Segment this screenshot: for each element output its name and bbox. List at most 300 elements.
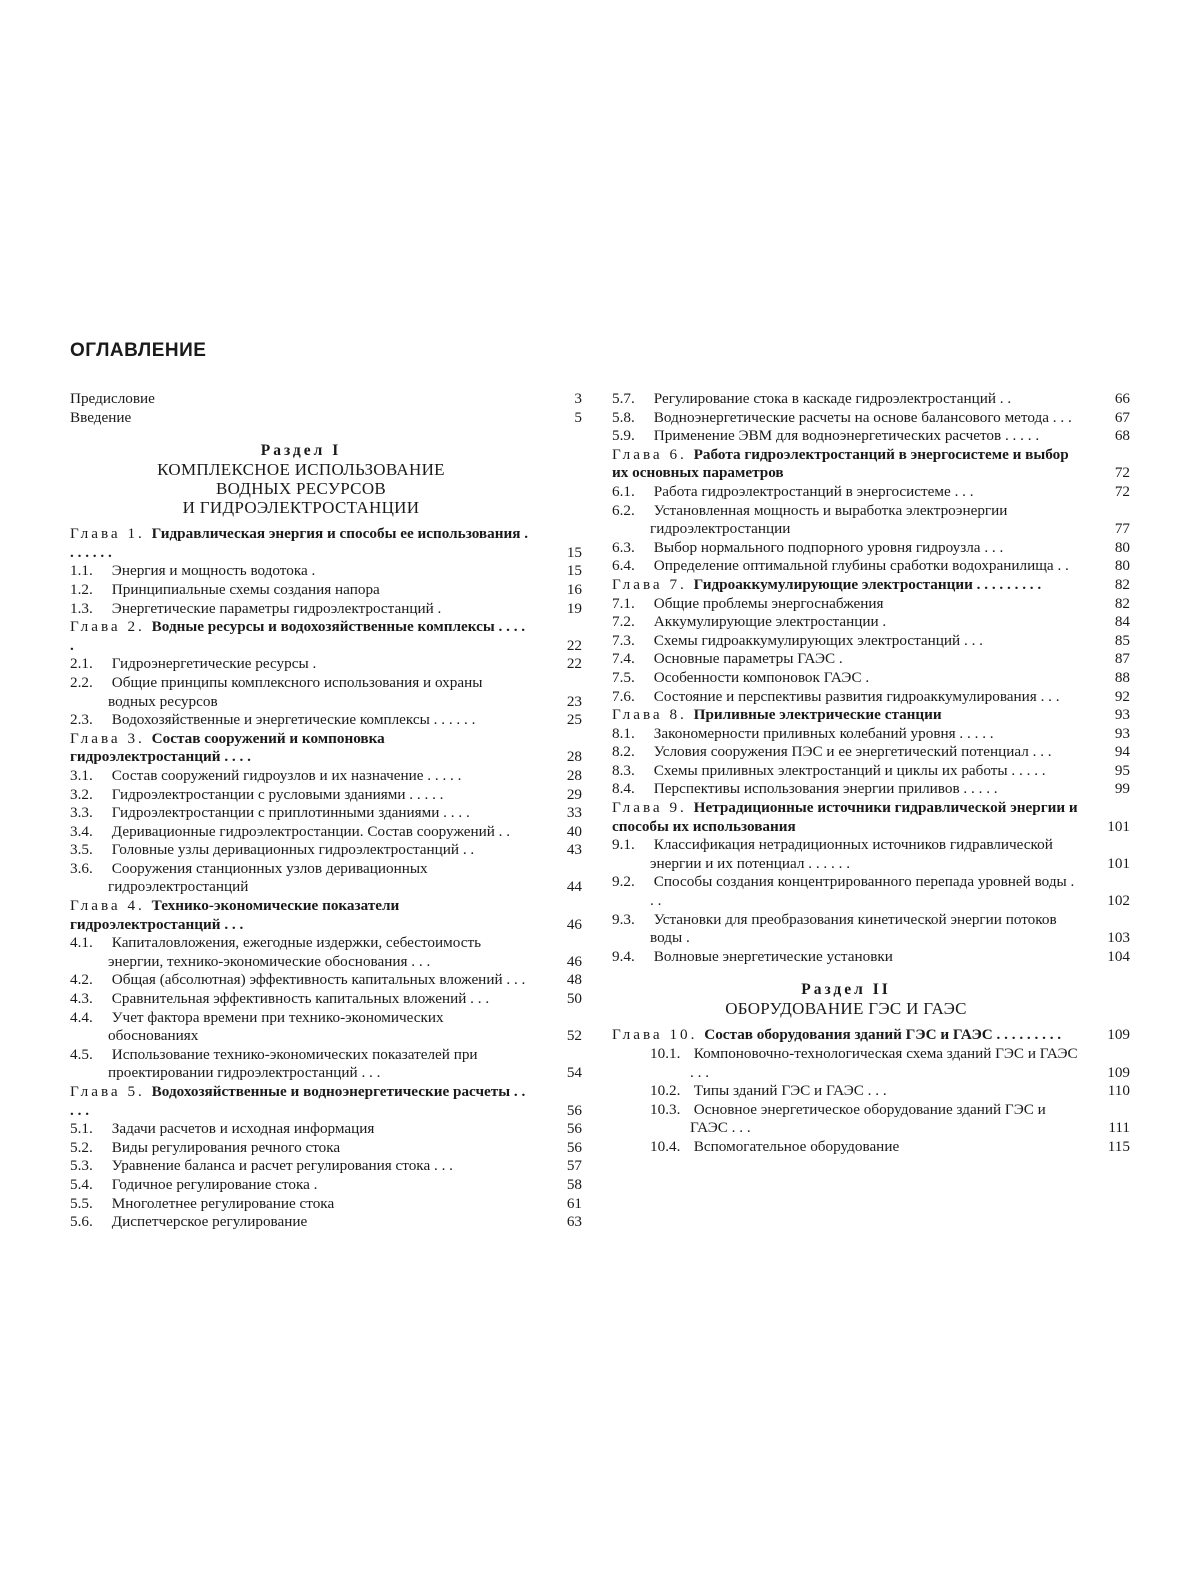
section-title: Типы зданий ГЭС и ГАЭС . . . bbox=[690, 1082, 887, 1100]
toc-entry-text bbox=[612, 1045, 1080, 1082]
page-number: 48 bbox=[566, 971, 582, 989]
toc-section bbox=[70, 1195, 582, 1214]
page-number: 101 bbox=[1107, 817, 1130, 835]
section-number: 1.1. bbox=[70, 562, 93, 580]
toc-entry bbox=[70, 409, 582, 428]
chapter-prefix: Глава 9. bbox=[612, 799, 694, 817]
toc-section bbox=[612, 390, 1130, 409]
section-number: 9.4. bbox=[612, 947, 635, 965]
toc-chapter bbox=[612, 576, 1130, 595]
toc-section bbox=[612, 780, 1130, 799]
page-number: 99 bbox=[1114, 780, 1130, 798]
section-title: Диспетчерское регулирование bbox=[108, 1213, 308, 1231]
toc-entry-text bbox=[70, 934, 532, 971]
toc-section bbox=[612, 1138, 1130, 1157]
section-title: Способы создания концентрированного перепада уровней воды . . . bbox=[650, 873, 1075, 910]
toc-section bbox=[612, 632, 1130, 651]
section-title: Установленная мощность и выработка электроэнергии гидроэлектростанции bbox=[650, 501, 1008, 538]
toc-entry-text: Введение bbox=[70, 408, 132, 426]
toc-chapter bbox=[612, 706, 1130, 725]
part-heading bbox=[70, 441, 532, 517]
toc-entry-text bbox=[70, 897, 532, 934]
toc-entry-text bbox=[70, 860, 532, 897]
toc-section bbox=[612, 688, 1130, 707]
toc-entry-text bbox=[70, 1176, 532, 1195]
section-number: 3.2. bbox=[70, 785, 93, 803]
toc-entry-text bbox=[70, 618, 532, 655]
section-number: 2.1. bbox=[70, 655, 93, 673]
section-title: Гидроэнергетические ресурсы . bbox=[108, 655, 317, 673]
section-title: Принципиальные схемы создания напора bbox=[108, 580, 380, 598]
toc-entry-text bbox=[70, 1046, 532, 1083]
section-title: Схемы гидроаккумулирующих электростанций . . . bbox=[650, 631, 983, 649]
toc-entry-text bbox=[70, 711, 532, 730]
page-number: 5 bbox=[574, 408, 582, 426]
toc-entry-text bbox=[70, 1083, 532, 1120]
chapter-title: Приливные электрические станции bbox=[693, 706, 942, 724]
page-number: 109 bbox=[1107, 1026, 1130, 1044]
page-number: 101 bbox=[1107, 854, 1130, 872]
page-number: 92 bbox=[1114, 687, 1130, 705]
section-number: 8.3. bbox=[612, 761, 635, 779]
toc-chapter bbox=[70, 618, 582, 655]
section-number: 6.4. bbox=[612, 557, 635, 575]
toc-section bbox=[612, 743, 1130, 762]
toc-entry-text bbox=[70, 600, 532, 619]
toc-entry-text bbox=[612, 539, 1080, 558]
section-number: 4.1. bbox=[70, 934, 93, 952]
section-title: Сооружения станционных узлов деривационных гидроэлектростанций bbox=[108, 859, 428, 896]
page-number: 104 bbox=[1107, 947, 1130, 965]
section-title: Водохозяйственные и энергетические комплексы . . . . . . bbox=[108, 711, 476, 729]
toc-chapter bbox=[70, 897, 582, 934]
toc-entry-text bbox=[70, 562, 532, 581]
chapter-title: Технико-экономические показатели гидроэлектростанций . . . bbox=[70, 897, 400, 933]
toc-section bbox=[70, 655, 582, 674]
section-number: 4.5. bbox=[70, 1045, 93, 1063]
page-number: 95 bbox=[1114, 761, 1130, 779]
section-number: 7.1. bbox=[612, 594, 635, 612]
part-subtitle-line: КОМПЛЕКСНОЕ ИСПОЛЬЗОВАНИЕ bbox=[157, 460, 445, 480]
toc-section bbox=[70, 990, 582, 1009]
chapter-prefix: Глава 1. bbox=[70, 525, 152, 543]
toc-section bbox=[70, 767, 582, 786]
section-number: 8.1. bbox=[612, 724, 635, 742]
chapter-prefix: Глава 10. bbox=[612, 1026, 705, 1044]
toc-entry-text bbox=[70, 786, 532, 805]
toc-entry-text bbox=[612, 576, 1080, 595]
toc-entry-text bbox=[70, 823, 532, 842]
page-number: 50 bbox=[566, 990, 582, 1008]
page-number: 57 bbox=[566, 1157, 582, 1175]
toc-entry-text: Предисловие bbox=[70, 390, 155, 407]
section-number: 9.2. bbox=[612, 873, 635, 891]
toc-section bbox=[70, 841, 582, 860]
toc-left-column bbox=[70, 390, 582, 1232]
section-title: Состояние и перспективы развития гидроаккумулирования . . . bbox=[650, 687, 1060, 705]
toc-section bbox=[70, 1213, 582, 1232]
toc-section bbox=[70, 1176, 582, 1195]
section-number: 4.2. bbox=[70, 971, 93, 989]
section-number: 7.4. bbox=[612, 650, 635, 668]
toc-entry-text bbox=[612, 632, 1080, 651]
section-title: Работа гидроэлектростанций в энергосистеме . . . bbox=[650, 482, 974, 500]
page-number: 58 bbox=[566, 1175, 582, 1193]
part-subtitle-line: ВОДНЫХ РЕСУРСОВ bbox=[215, 479, 387, 499]
toc-chapter bbox=[612, 1026, 1130, 1045]
page-number: 93 bbox=[1114, 706, 1130, 724]
toc-section bbox=[612, 873, 1130, 910]
section-number: 4.3. bbox=[70, 990, 93, 1008]
toc-entry-text bbox=[612, 1082, 1080, 1101]
section-title: Гидроэлектростанции с приплотинными зданиями . . . . bbox=[108, 804, 470, 822]
toc-section bbox=[612, 613, 1130, 632]
page-number: 93 bbox=[1114, 724, 1130, 742]
toc-section bbox=[70, 562, 582, 581]
section-number: 5.3. bbox=[70, 1157, 93, 1175]
toc-entry-text bbox=[612, 409, 1080, 428]
section-title: Условия сооружения ПЭС и ее энергетический потенциал . . . bbox=[650, 743, 1052, 761]
section-number: 4.4. bbox=[70, 1008, 93, 1026]
toc-section bbox=[612, 669, 1130, 688]
toc-chapter bbox=[70, 1083, 582, 1120]
toc-chapter bbox=[70, 525, 582, 562]
toc-section bbox=[70, 1139, 582, 1158]
section-title: Учет фактора времени при технико-экономических обоснованиях bbox=[108, 1008, 444, 1045]
toc-entry-text bbox=[70, 1213, 532, 1232]
page-number: 67 bbox=[1114, 408, 1130, 426]
page-number: 82 bbox=[1114, 575, 1130, 593]
section-number: 3.4. bbox=[70, 822, 93, 840]
section-title: Установки для преобразования кинетической энергии потоков воды . bbox=[650, 910, 1057, 947]
toc-entry-text bbox=[612, 948, 1080, 967]
page-number: 43 bbox=[566, 841, 582, 859]
page-title: ОГЛАВЛЕНИЕ bbox=[70, 340, 207, 361]
page-number: 56 bbox=[566, 1138, 582, 1156]
section-number: 10.1. bbox=[650, 1045, 681, 1062]
section-number: 6.3. bbox=[612, 538, 635, 556]
toc-section bbox=[70, 600, 582, 619]
section-number: 5.2. bbox=[70, 1138, 93, 1156]
toc-entry-text bbox=[70, 804, 532, 823]
section-title: Головные узлы деривационных гидроэлектростанций . . bbox=[108, 841, 475, 859]
toc-entry-text bbox=[70, 730, 532, 767]
toc-section bbox=[70, 934, 582, 971]
page-number: 56 bbox=[566, 1101, 582, 1119]
toc-chapter bbox=[612, 799, 1130, 836]
toc-entry-text bbox=[70, 525, 532, 562]
page-number: 102 bbox=[1107, 892, 1130, 910]
chapter-title: Состав оборудования зданий ГЭС и ГАЭС . . . . . . . . . bbox=[704, 1026, 1062, 1044]
section-number: 7.3. bbox=[612, 631, 635, 649]
toc-right-column bbox=[612, 390, 1130, 1157]
section-title: Основные параметры ГАЭС . bbox=[650, 650, 843, 668]
section-title: Общие проблемы энергоснабжения bbox=[650, 594, 884, 612]
page-number: 33 bbox=[566, 804, 582, 822]
toc-section bbox=[612, 911, 1130, 948]
section-number: 7.6. bbox=[612, 687, 635, 705]
toc-section bbox=[70, 786, 582, 805]
page-number: 63 bbox=[566, 1213, 582, 1231]
page-number: 66 bbox=[1114, 390, 1130, 407]
section-title: Водноэнергетические расчеты на основе балансового метода . . . bbox=[650, 408, 1072, 426]
chapter-prefix: Глава 3. bbox=[70, 729, 152, 747]
page-number: 56 bbox=[566, 1120, 582, 1138]
toc-entry-text bbox=[612, 762, 1080, 781]
toc-entry-text bbox=[70, 1139, 532, 1158]
toc-section bbox=[612, 427, 1130, 446]
toc-chapter bbox=[612, 446, 1130, 483]
toc-section bbox=[70, 1120, 582, 1139]
section-number: 3.1. bbox=[70, 766, 93, 784]
section-title: Гидроэлектростанции с русловыми зданиями . . . . . bbox=[108, 785, 444, 803]
section-number: 5.6. bbox=[70, 1213, 93, 1231]
toc-entry-text bbox=[612, 557, 1080, 576]
toc-section bbox=[70, 1157, 582, 1176]
section-number: 5.1. bbox=[70, 1120, 93, 1138]
section-title: Закономерности приливных колебаний уровня . . . . . bbox=[650, 724, 994, 742]
chapter-prefix: Глава 7. bbox=[612, 575, 694, 593]
toc-entry-text bbox=[612, 1026, 1080, 1045]
section-number: 10.4. bbox=[650, 1137, 681, 1155]
section-title: Компоновочно-технологическая схема зданий ГЭС и ГАЭС . . . bbox=[690, 1045, 1078, 1081]
page-number: 40 bbox=[566, 822, 582, 840]
chapter-title: Нетрадиционные источники гидравлической энергии и способы их использования bbox=[612, 799, 1078, 835]
section-title: Общие принципы комплексного использования и охраны водных ресурсов bbox=[108, 673, 483, 710]
section-number: 10.2. bbox=[650, 1082, 681, 1100]
toc-entry bbox=[70, 390, 582, 409]
page-number: 115 bbox=[1107, 1137, 1130, 1155]
toc-section bbox=[612, 557, 1130, 576]
toc-entry-text bbox=[612, 799, 1080, 836]
toc-entry-text bbox=[70, 767, 532, 786]
toc-entry-text bbox=[612, 669, 1080, 688]
chapter-title: Работа гидроэлектростанций в энергосистеме и выбор их основных параметров bbox=[612, 445, 1069, 482]
toc-entry-text bbox=[70, 1157, 532, 1176]
toc-entry-text bbox=[612, 427, 1080, 446]
toc-entry-text bbox=[612, 483, 1080, 502]
section-number: 6.2. bbox=[612, 501, 635, 519]
section-title: Сравнительная эффективность капитальных вложений . . . bbox=[108, 990, 490, 1008]
page-number: 23 bbox=[566, 692, 582, 710]
page-number: 111 bbox=[1108, 1119, 1130, 1137]
toc-section bbox=[612, 1082, 1130, 1101]
section-title: Деривационные гидроэлектростанции. Состав сооружений . . bbox=[108, 822, 511, 840]
page-number: 68 bbox=[1114, 427, 1130, 445]
page-number: 44 bbox=[566, 878, 582, 896]
toc-entry-text bbox=[70, 841, 532, 860]
section-number: 6.1. bbox=[612, 482, 635, 500]
toc-entry-text bbox=[612, 595, 1080, 614]
section-number: 7.5. bbox=[612, 668, 635, 686]
section-title: Многолетнее регулирование стока bbox=[108, 1194, 335, 1212]
page-number: 87 bbox=[1114, 650, 1130, 668]
toc-entry-text bbox=[612, 873, 1080, 910]
chapter-title: Водные ресурсы и водохозяйственные комплексы . . . . . bbox=[70, 618, 526, 654]
section-title: Волновые энергетические установки bbox=[650, 947, 893, 965]
toc-section bbox=[612, 725, 1130, 744]
section-title: Применение ЭВМ для водноэнергетических расчетов . . . . . bbox=[650, 427, 1040, 445]
page-number: 25 bbox=[566, 711, 582, 729]
section-number: 9.1. bbox=[612, 836, 635, 854]
section-number: 5.4. bbox=[70, 1175, 93, 1193]
toc-entry-text bbox=[612, 780, 1080, 799]
toc-entry-text bbox=[612, 613, 1080, 632]
toc-section bbox=[70, 971, 582, 990]
toc-section bbox=[612, 409, 1130, 428]
page-number: 16 bbox=[566, 580, 582, 598]
toc-section bbox=[70, 711, 582, 730]
page-number: 94 bbox=[1114, 743, 1130, 761]
chapter-title: Гидроаккумулирующие электростанции . . . . . . . . . bbox=[693, 575, 1042, 593]
toc-entry-text bbox=[612, 836, 1080, 873]
toc-entry-text bbox=[70, 990, 532, 1009]
section-title: Особенности компоновок ГАЭС . bbox=[650, 668, 870, 686]
section-number: 7.2. bbox=[612, 613, 635, 631]
section-title: Состав сооружений гидроузлов и их назначение . . . . . bbox=[108, 766, 462, 784]
page-number: 54 bbox=[566, 1064, 582, 1082]
page-number: 15 bbox=[566, 543, 582, 561]
chapter-title: Водохозяйственные и водноэнергетические расчеты . . . . . bbox=[70, 1083, 526, 1119]
section-number: 5.7. bbox=[612, 390, 635, 407]
section-title: Капиталовложения, ежегодные издержки, себестоимость энергии, технико-экономические обоснования . . . bbox=[108, 934, 482, 970]
section-number: 3.3. bbox=[70, 804, 93, 822]
page-number: 109 bbox=[1107, 1063, 1130, 1081]
toc-entry-text bbox=[612, 743, 1080, 762]
page-number: 46 bbox=[566, 915, 582, 933]
part-label: Раздел I bbox=[260, 442, 342, 460]
page-number: 46 bbox=[566, 952, 582, 970]
section-title: Уравнение баланса и расчет регулирования стока . . . bbox=[108, 1157, 453, 1175]
toc-section bbox=[612, 1045, 1130, 1082]
page-number: 110 bbox=[1107, 1082, 1130, 1100]
page-number: 22 bbox=[566, 655, 582, 673]
part-heading bbox=[612, 980, 1080, 1018]
section-number: 9.3. bbox=[612, 910, 635, 928]
section-title: Общая (абсолютная) эффективность капитальных вложений . . . bbox=[108, 971, 526, 989]
section-number: 8.2. bbox=[612, 743, 635, 761]
chapter-title: Состав сооружений и компоновка гидроэлектростанций . . . . bbox=[70, 729, 385, 766]
page-number: 80 bbox=[1114, 557, 1130, 575]
toc-section bbox=[70, 1046, 582, 1083]
toc-section bbox=[70, 860, 582, 897]
toc-entry-text bbox=[612, 688, 1080, 707]
toc-entry-text bbox=[70, 1195, 532, 1214]
toc-entry-text bbox=[70, 1120, 532, 1139]
section-number: 2.3. bbox=[70, 711, 93, 729]
toc-section bbox=[612, 762, 1130, 781]
toc-entry-text bbox=[612, 725, 1080, 744]
toc-section bbox=[612, 595, 1130, 614]
page-number: 82 bbox=[1114, 594, 1130, 612]
section-title: Классификация нетрадиционных источников гидравлической энергии и их потенциал . . . . . . bbox=[650, 836, 1053, 872]
toc-entry-text bbox=[612, 650, 1080, 669]
section-title: Определение оптимальной глубины сработки водохранилища . . bbox=[650, 557, 1069, 575]
page-number: 77 bbox=[1114, 520, 1130, 538]
page-number: 29 bbox=[566, 785, 582, 803]
section-title: Энергия и мощность водотока . bbox=[108, 562, 316, 580]
page-number: 3 bbox=[574, 390, 582, 407]
page-number: 72 bbox=[1114, 482, 1130, 500]
part-subtitle-line: И ГИДРОЭЛЕКТРОСТАНЦИИ bbox=[182, 498, 420, 518]
page-number: 88 bbox=[1114, 668, 1130, 686]
section-title: Схемы приливных электростанций и циклы их работы . . . . . bbox=[650, 761, 1046, 779]
toc-chapter bbox=[70, 730, 582, 767]
toc-entry-text bbox=[612, 911, 1080, 948]
toc-section bbox=[70, 823, 582, 842]
section-number: 10.3. bbox=[650, 1100, 681, 1118]
toc-section bbox=[612, 836, 1130, 873]
toc-entry-text bbox=[70, 674, 532, 711]
toc-section bbox=[70, 804, 582, 823]
section-title: Виды регулирования речного стока bbox=[108, 1138, 341, 1156]
toc-entry-text bbox=[70, 581, 532, 600]
page-number: 22 bbox=[566, 636, 582, 654]
page-number: 103 bbox=[1107, 929, 1130, 947]
page-number: 84 bbox=[1114, 613, 1130, 631]
chapter-title: Гидравлическая энергия и способы ее использования . . . . . . . bbox=[70, 525, 529, 561]
chapter-prefix: Глава 5. bbox=[70, 1083, 152, 1100]
toc-section bbox=[70, 1009, 582, 1046]
section-number: 8.4. bbox=[612, 780, 635, 798]
page-number: 80 bbox=[1114, 538, 1130, 556]
section-number: 3.6. bbox=[70, 859, 93, 877]
toc-entry-text bbox=[70, 1009, 532, 1046]
section-number: 1.2. bbox=[70, 580, 93, 598]
page-number: 15 bbox=[566, 562, 582, 580]
section-number: 3.5. bbox=[70, 841, 93, 859]
section-title: Аккумулирующие электростанции . bbox=[650, 613, 887, 631]
section-title: Вспомогательное оборудование bbox=[690, 1137, 900, 1155]
section-number: 5.9. bbox=[612, 427, 635, 445]
section-number: 2.2. bbox=[70, 673, 93, 691]
toc-entry-text bbox=[70, 655, 532, 674]
page-number: 85 bbox=[1114, 631, 1130, 649]
section-title: Задачи расчетов и исходная информация bbox=[108, 1120, 375, 1138]
toc-entry-text bbox=[612, 502, 1080, 539]
toc-section bbox=[612, 483, 1130, 502]
toc-entry-text bbox=[612, 1101, 1080, 1138]
page-number: 19 bbox=[566, 599, 582, 617]
section-number: 5.5. bbox=[70, 1194, 93, 1212]
chapter-prefix: Глава 2. bbox=[70, 618, 152, 636]
page-number: 28 bbox=[566, 748, 582, 766]
chapter-prefix: Глава 8. bbox=[612, 706, 694, 724]
part-label: Раздел II bbox=[801, 981, 891, 999]
page-number: 72 bbox=[1114, 464, 1130, 482]
toc-entry-text bbox=[612, 446, 1080, 483]
toc-entry-text bbox=[612, 1138, 1080, 1157]
chapter-prefix: Глава 4. bbox=[70, 897, 152, 915]
toc-entry-text bbox=[70, 971, 532, 990]
part-subtitle-line: ОБОРУДОВАНИЕ ГЭС И ГАЭС bbox=[725, 999, 967, 1019]
toc-section bbox=[612, 650, 1130, 669]
toc-section bbox=[70, 674, 582, 711]
section-title: Перспективы использования энергии приливов . . . . . bbox=[650, 780, 998, 798]
page-number: 52 bbox=[566, 1027, 582, 1045]
page-number: 28 bbox=[566, 766, 582, 784]
toc-section bbox=[612, 539, 1130, 558]
chapter-prefix: Глава 6. bbox=[612, 445, 694, 463]
section-number: 5.8. bbox=[612, 408, 635, 426]
toc-section bbox=[612, 1101, 1130, 1138]
section-title: Годичное регулирование стока . bbox=[108, 1175, 318, 1193]
toc-section bbox=[612, 502, 1130, 539]
section-title: Энергетические параметры гидроэлектростанций . bbox=[108, 599, 442, 617]
section-title: Выбор нормального подпорного уровня гидроузла . . . bbox=[650, 538, 1004, 556]
section-number: 1.3. bbox=[70, 599, 93, 617]
toc-entry-text bbox=[612, 706, 1080, 725]
